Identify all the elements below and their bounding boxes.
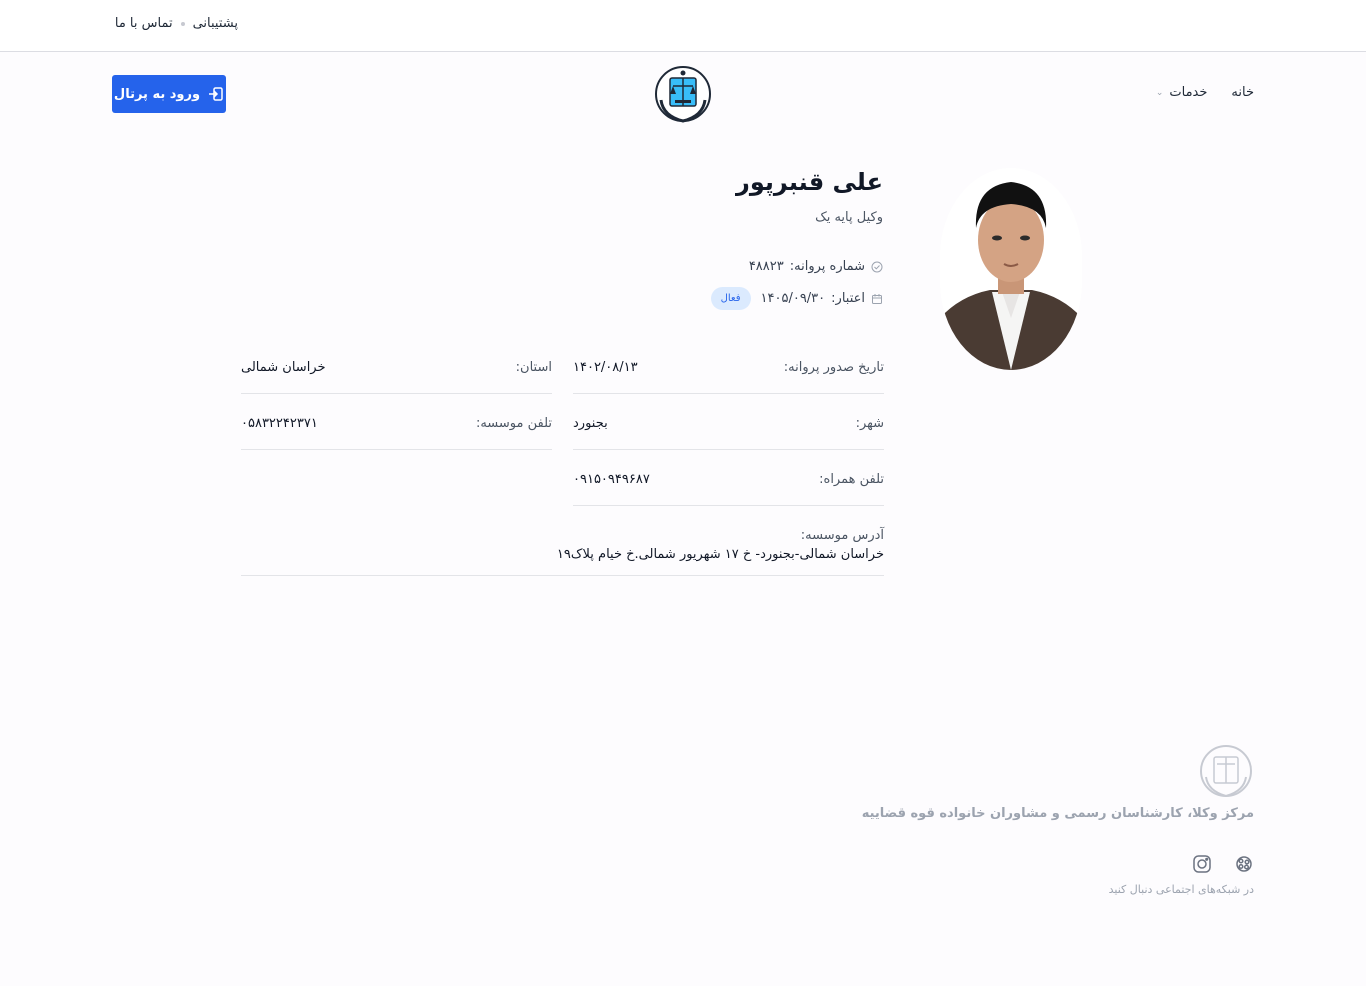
calendar-icon	[871, 293, 883, 305]
mobile-value[interactable]: ۰۹۱۵۰۹۴۹۶۸۷	[573, 472, 650, 487]
main-nav	[1156, 85, 1254, 100]
lawyer-name: علی قنبرپور	[736, 168, 883, 196]
nav-services[interactable]	[1156, 85, 1208, 100]
office-phone-field	[241, 416, 552, 450]
license-number: ۴۸۸۲۳	[748, 259, 784, 274]
top-bar	[0, 0, 1366, 52]
lawyer-title: وکیل پایه یک	[815, 210, 883, 225]
aparat-icon[interactable]	[1234, 854, 1254, 874]
office-phone-value[interactable]: ۰۵۸۳۲۲۴۲۳۷۱	[241, 416, 318, 431]
contact-link[interactable]: تماس با ما	[114, 16, 173, 31]
top-links	[115, 16, 238, 31]
issue-date-field	[573, 360, 884, 394]
province-value: خراسان شمالی	[241, 360, 326, 375]
address-label: آدرس موسسه:	[800, 528, 884, 543]
check-circle-icon	[871, 261, 883, 273]
portal-login-button[interactable]	[112, 75, 226, 113]
province-field	[241, 360, 552, 394]
province-label: استان:	[515, 360, 552, 375]
city-field	[573, 416, 884, 450]
header	[0, 52, 1366, 142]
address-field	[241, 528, 884, 576]
mobile-label: تلفن همراه:	[819, 472, 884, 487]
license-row	[749, 259, 883, 274]
status-badge: فعال	[711, 287, 751, 310]
portal-button-label: ورود به پرتال	[113, 86, 201, 102]
chevron-down-icon: ⌄	[1155, 87, 1164, 98]
separator-dot	[181, 22, 185, 26]
issue-date-value: ۱۴۰۲/۰۸/۱۳	[573, 360, 638, 375]
instagram-icon[interactable]	[1192, 854, 1212, 874]
city-value: بجنورد	[573, 416, 608, 431]
mobile-field	[573, 472, 884, 506]
footer-logo	[1198, 743, 1254, 799]
office-phone-label: تلفن موسسه:	[475, 416, 552, 431]
social-links	[1192, 854, 1254, 874]
nav-home-label: خانه	[1231, 85, 1254, 100]
follow-text: در شبکه‌های اجتماعی دنبال کنید	[1108, 883, 1254, 896]
license-label: شماره پروانه:	[789, 259, 865, 274]
city-label: شهر:	[855, 416, 884, 431]
validity-row	[711, 287, 883, 310]
validity-date: ۱۴۰۵/۰۹/۳۰	[760, 291, 826, 306]
issue-date-label: تاریخ صدور پروانه:	[783, 360, 884, 375]
login-icon	[208, 86, 224, 102]
footer-title: مرکز وکلا، کارشناسان رسمی و مشاوران خانواده قوه قضاییه	[861, 806, 1254, 821]
support-link[interactable]: پشتیبانی	[192, 16, 238, 31]
judiciary-logo[interactable]	[653, 64, 713, 124]
lawyer-photo	[940, 168, 1082, 370]
nav-services-label: خدمات	[1169, 85, 1208, 100]
address-value: خراسان شمالی-بجنورد- خ ۱۷ شهریور شمالی.خ خیام پلاک۱۹	[556, 547, 884, 562]
nav-home[interactable]	[1231, 85, 1254, 100]
validity-label: اعتبار:	[831, 291, 865, 306]
